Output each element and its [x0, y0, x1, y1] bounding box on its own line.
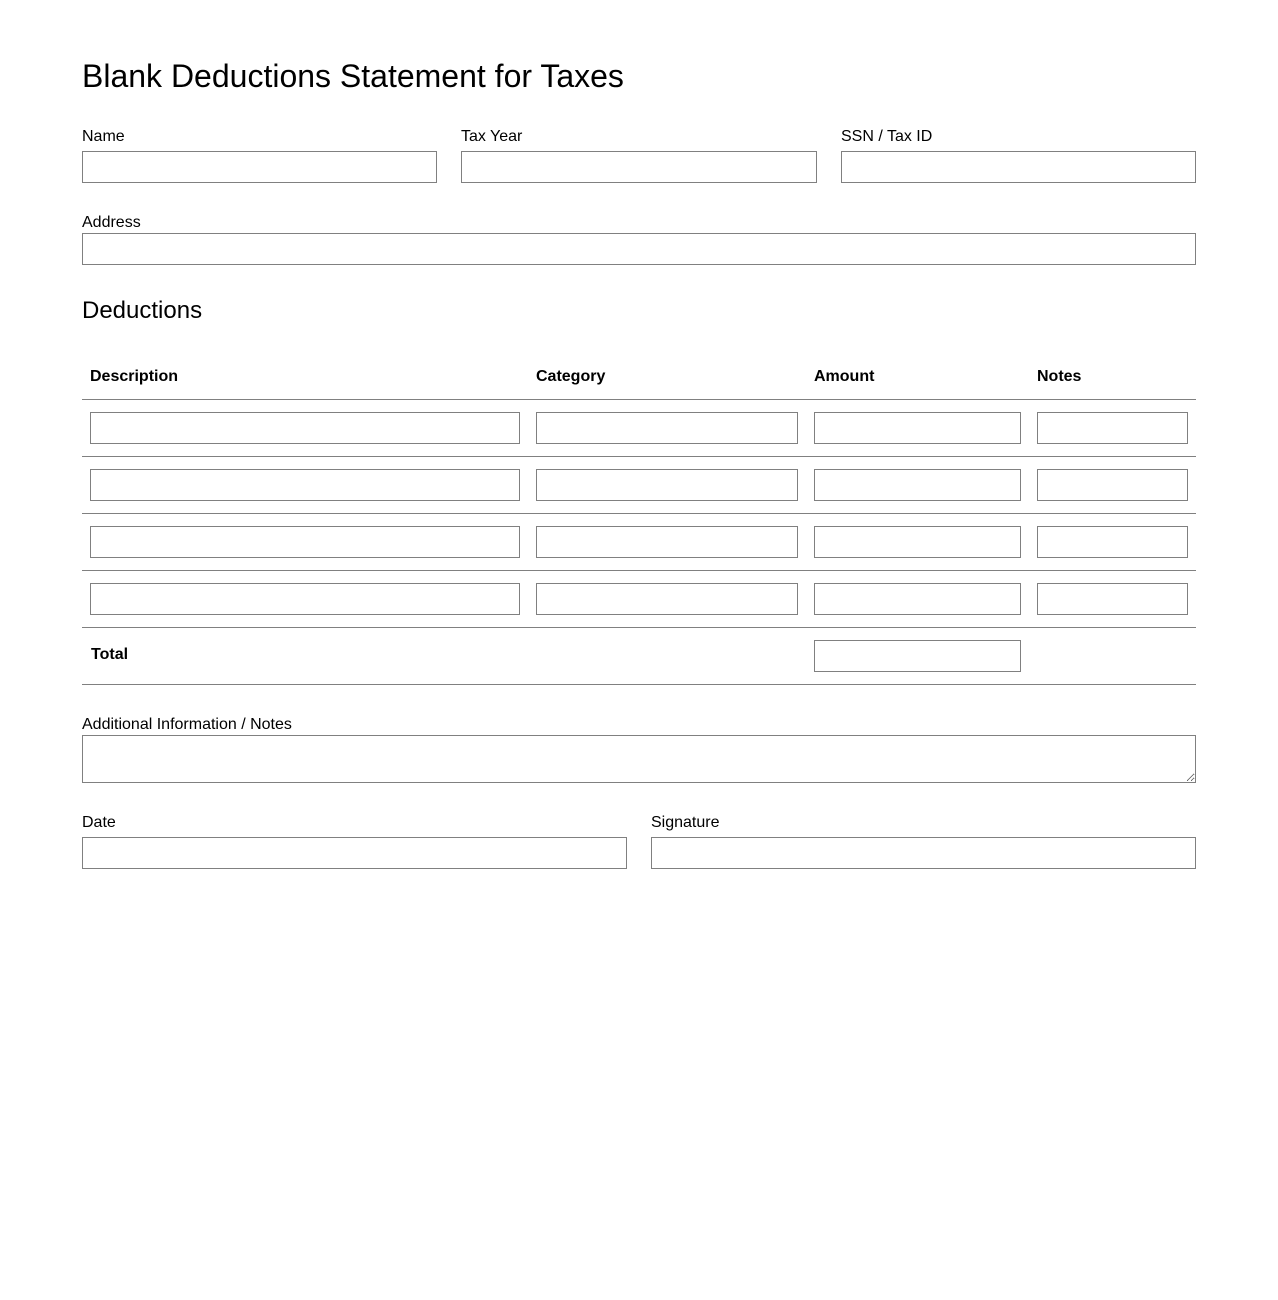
divider: [82, 456, 1196, 457]
total-amount-input[interactable]: [814, 640, 1021, 672]
category-input-2[interactable]: [536, 469, 798, 501]
description-input-1[interactable]: [90, 412, 520, 444]
date-label: Date: [82, 814, 116, 831]
divider: [82, 399, 1196, 400]
page-title: Blank Deductions Statement for Taxes: [82, 58, 624, 94]
category-input-4[interactable]: [536, 583, 798, 615]
amount-input-2[interactable]: [814, 469, 1021, 501]
col-amount: Amount: [814, 368, 875, 385]
ssn-label: SSN / Tax ID: [841, 128, 933, 145]
description-input-4[interactable]: [90, 583, 520, 615]
additional-info-textarea[interactable]: [82, 735, 1196, 783]
notes-input-2[interactable]: [1037, 469, 1188, 501]
ssn-input[interactable]: [841, 151, 1196, 183]
address-input[interactable]: [82, 233, 1196, 265]
notes-input-4[interactable]: [1037, 583, 1188, 615]
tax-year-input[interactable]: [461, 151, 817, 183]
additional-info-label: Additional Information / Notes: [82, 716, 292, 733]
amount-input-4[interactable]: [814, 583, 1021, 615]
category-input-3[interactable]: [536, 526, 798, 558]
description-input-3[interactable]: [90, 526, 520, 558]
description-input-2[interactable]: [90, 469, 520, 501]
total-label: Total: [91, 646, 129, 663]
name-input[interactable]: [82, 151, 437, 183]
address-label: Address: [82, 214, 141, 231]
amount-input-1[interactable]: [814, 412, 1021, 444]
deductions-heading: Deductions: [82, 297, 203, 324]
col-description: Description: [90, 368, 179, 385]
divider: [82, 627, 1196, 628]
divider: [82, 684, 1196, 685]
col-notes: Notes: [1037, 368, 1082, 385]
category-input-1[interactable]: [536, 412, 798, 444]
divider: [82, 570, 1196, 571]
tax-year-label: Tax Year: [461, 128, 523, 145]
divider: [82, 513, 1196, 514]
signature-input[interactable]: [651, 837, 1196, 869]
date-input[interactable]: [82, 837, 627, 869]
col-category: Category: [536, 368, 606, 385]
name-label: Name: [82, 128, 125, 145]
signature-label: Signature: [651, 814, 720, 831]
notes-input-1[interactable]: [1037, 412, 1188, 444]
amount-input-3[interactable]: [814, 526, 1021, 558]
notes-input-3[interactable]: [1037, 526, 1188, 558]
